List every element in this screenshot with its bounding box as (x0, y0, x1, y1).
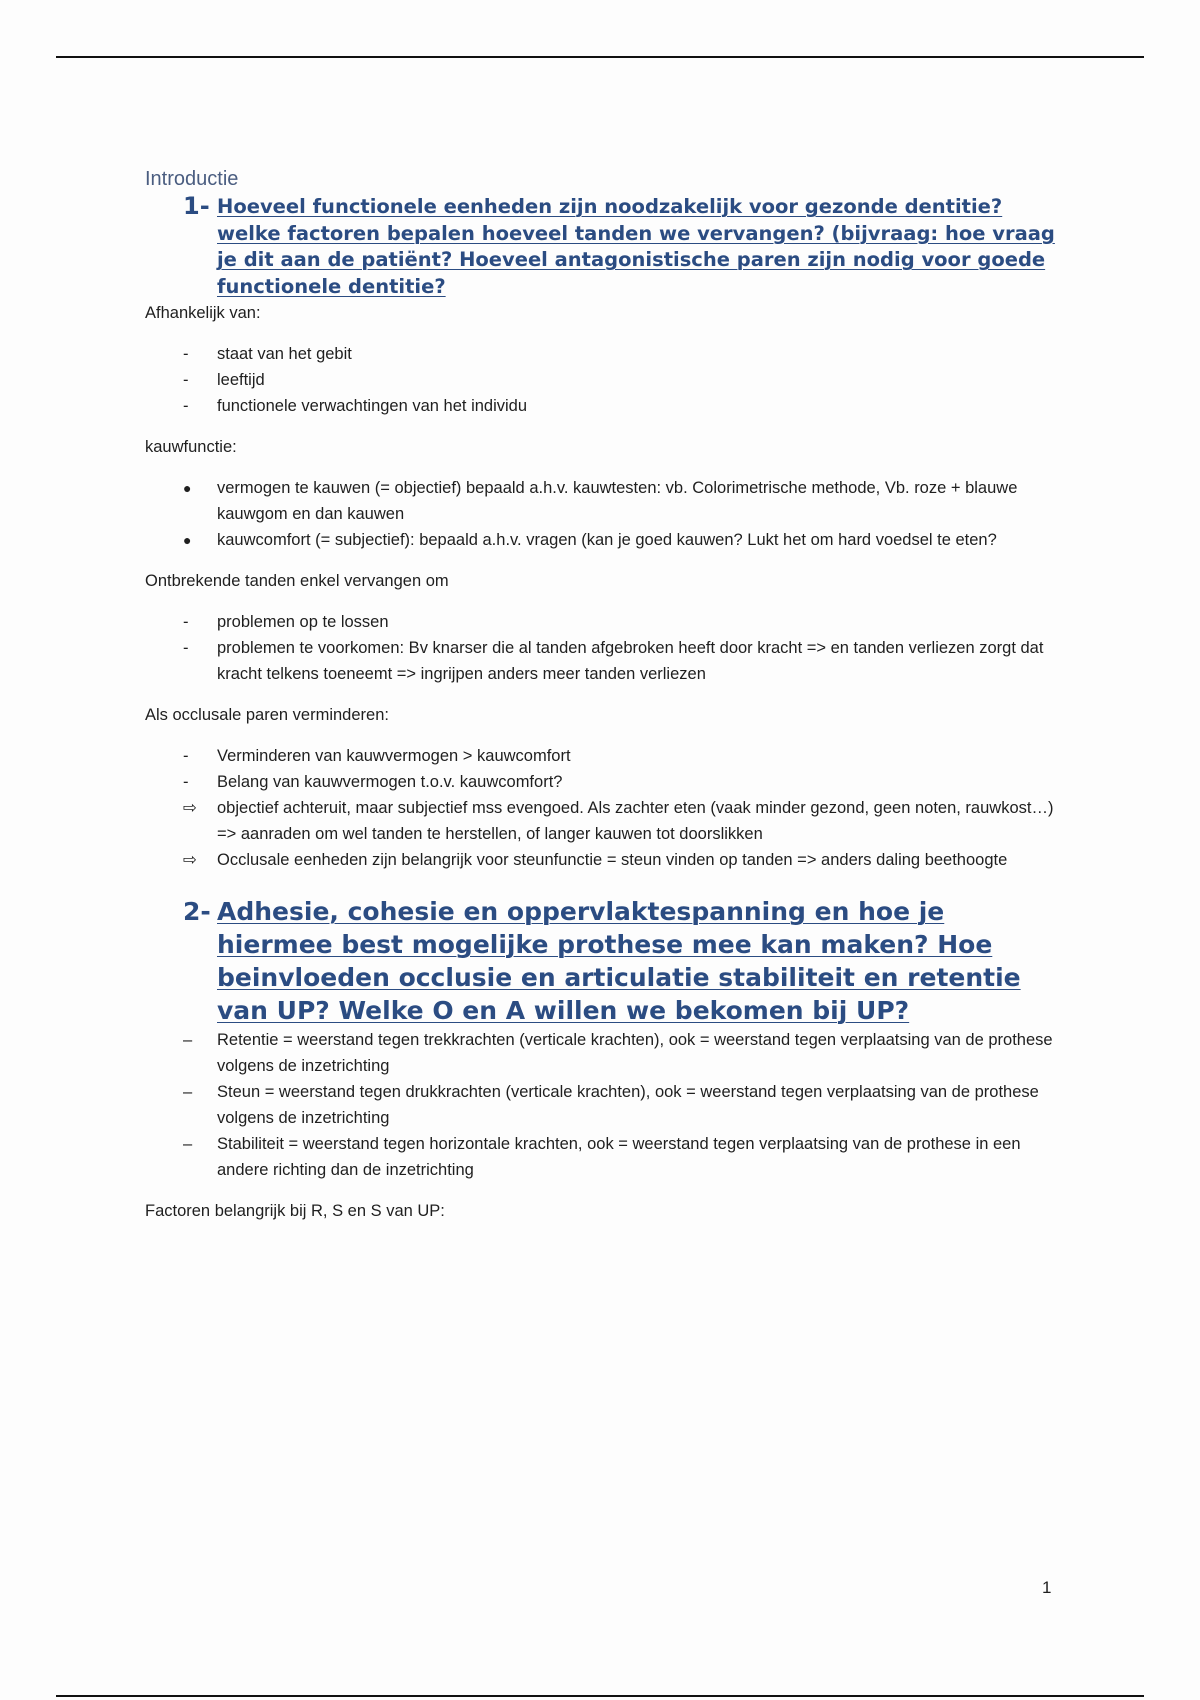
emdash-marker: – (183, 1135, 193, 1153)
page-number: 1 (1042, 1578, 1052, 1597)
dash-marker: - (183, 613, 189, 631)
question-1-heading (145, 194, 1065, 300)
bullet-marker: ● (183, 532, 192, 548)
dash-marker: - (183, 747, 189, 765)
list-item: – Stabiliteit = weerstand tegen horizontale krachten, ook = weerstand tegen verplaatsing van de prothese in een andere richting dan de inzetrichting (145, 1131, 1065, 1183)
afhankelijk-list (145, 341, 1065, 419)
question-2-number: 2- (183, 897, 211, 926)
definitions-list (145, 1027, 1065, 1183)
afhankelijk-heading: Afhankelijk van: (145, 304, 261, 322)
list-item: - Belang van kauwvermogen t.o.v. kauwcomfort? (145, 769, 1065, 795)
footer-rule (56, 1695, 1144, 1697)
dash-marker: - (183, 397, 189, 415)
list-item: ● kauwcomfort (= subjectief): bepaald a.h.v. vragen (kan je goed kauwen? Lukt het om hard voedsel te eten? (145, 527, 1065, 553)
question-1-text: Hoeveel functionele eenheden zijn noodzakelijk voor gezonde dentitie? welke factoren bepalen hoeveel tanden we vervangen? (bijvraag: hoe vraag je dit aan de patiënt? Hoeveel antagonistische paren zijn nodig voor goede functionele dentitie? (217, 195, 1055, 298)
question-2-text: Adhesie, cohesie en oppervlaktespanning en hoe je hiermee best mogelijke prothese mee kan maken? Hoe beinvloeden occlusie en articulatie stabiliteit en retentie van UP? Welke O en A willen we bekomen bij UP? (217, 897, 1021, 1025)
list-item: - staat van het gebit (145, 341, 1065, 367)
list-item: - problemen op te lossen (145, 609, 1065, 635)
list-item: - leeftijd (145, 367, 1065, 393)
ontbrekende-list (145, 609, 1065, 687)
list-item: ⇨ Occlusale eenheden zijn belangrijk voor steunfunctie = steun vinden op tanden => anders daling beethoogte (145, 847, 1065, 873)
section-title: Introductie (145, 168, 239, 190)
arrow-icon: ⇨ (183, 799, 197, 817)
dash-marker: - (183, 773, 189, 791)
occlusale-list (145, 743, 1065, 873)
dash-marker: - (183, 371, 189, 389)
list-item: ⇨ objectief achteruit, maar subjectief mss evengoed. Als zachter eten (vaak minder gezond, geen noten, rauwkost…) => aanraden om wel tanden te herstellen, of langer kauwen tot doorslikken (145, 795, 1065, 847)
question-1-number: 1- (183, 192, 210, 220)
list-item: – Retentie = weerstand tegen trekkrachten (verticale krachten), ook = weerstand tegen verplaatsing van de prothese volgens de inzetrichting (145, 1027, 1065, 1079)
document-body (145, 168, 1065, 1224)
list-item: - functionele verwachtingen van het individu (145, 393, 1065, 419)
dash-marker: - (183, 345, 189, 363)
list-item: – Steun = weerstand tegen drukkrachten (verticale krachten), ook = weerstand tegen verplaatsing van de prothese volgens de inzetrichting (145, 1079, 1065, 1131)
arrow-icon: ⇨ (183, 851, 197, 869)
emdash-marker: – (183, 1031, 193, 1049)
header-rule (56, 56, 1144, 58)
list-item: ● vermogen te kauwen (= objectief) bepaald a.h.v. kauwtesten: vb. Colorimetrische methode, Vb. roze + blauwe kauwgom en dan kauwen (145, 475, 1065, 527)
question-2-heading (145, 895, 1065, 1027)
list-item: - problemen te voorkomen: Bv knarser die al tanden afgebroken heeft door kracht => en tanden verliezen zorgt dat kracht telkens toeneemt => ingrijpen anders meer tanden verliezen (145, 635, 1065, 687)
kauwfunctie-heading: kauwfunctie: (145, 438, 237, 456)
bullet-marker: ● (183, 480, 192, 496)
ontbrekende-heading: Ontbrekende tanden enkel vervangen om (145, 572, 449, 590)
list-item: - Verminderen van kauwvermogen > kauwcomfort (145, 743, 1065, 769)
emdash-marker: – (183, 1083, 193, 1101)
occlusale-heading: Als occlusale paren verminderen: (145, 706, 389, 724)
dash-marker: - (183, 639, 189, 657)
factoren-heading: Factoren belangrijk bij R, S en S van UP: (145, 1202, 445, 1220)
kauwfunctie-list (145, 475, 1065, 553)
